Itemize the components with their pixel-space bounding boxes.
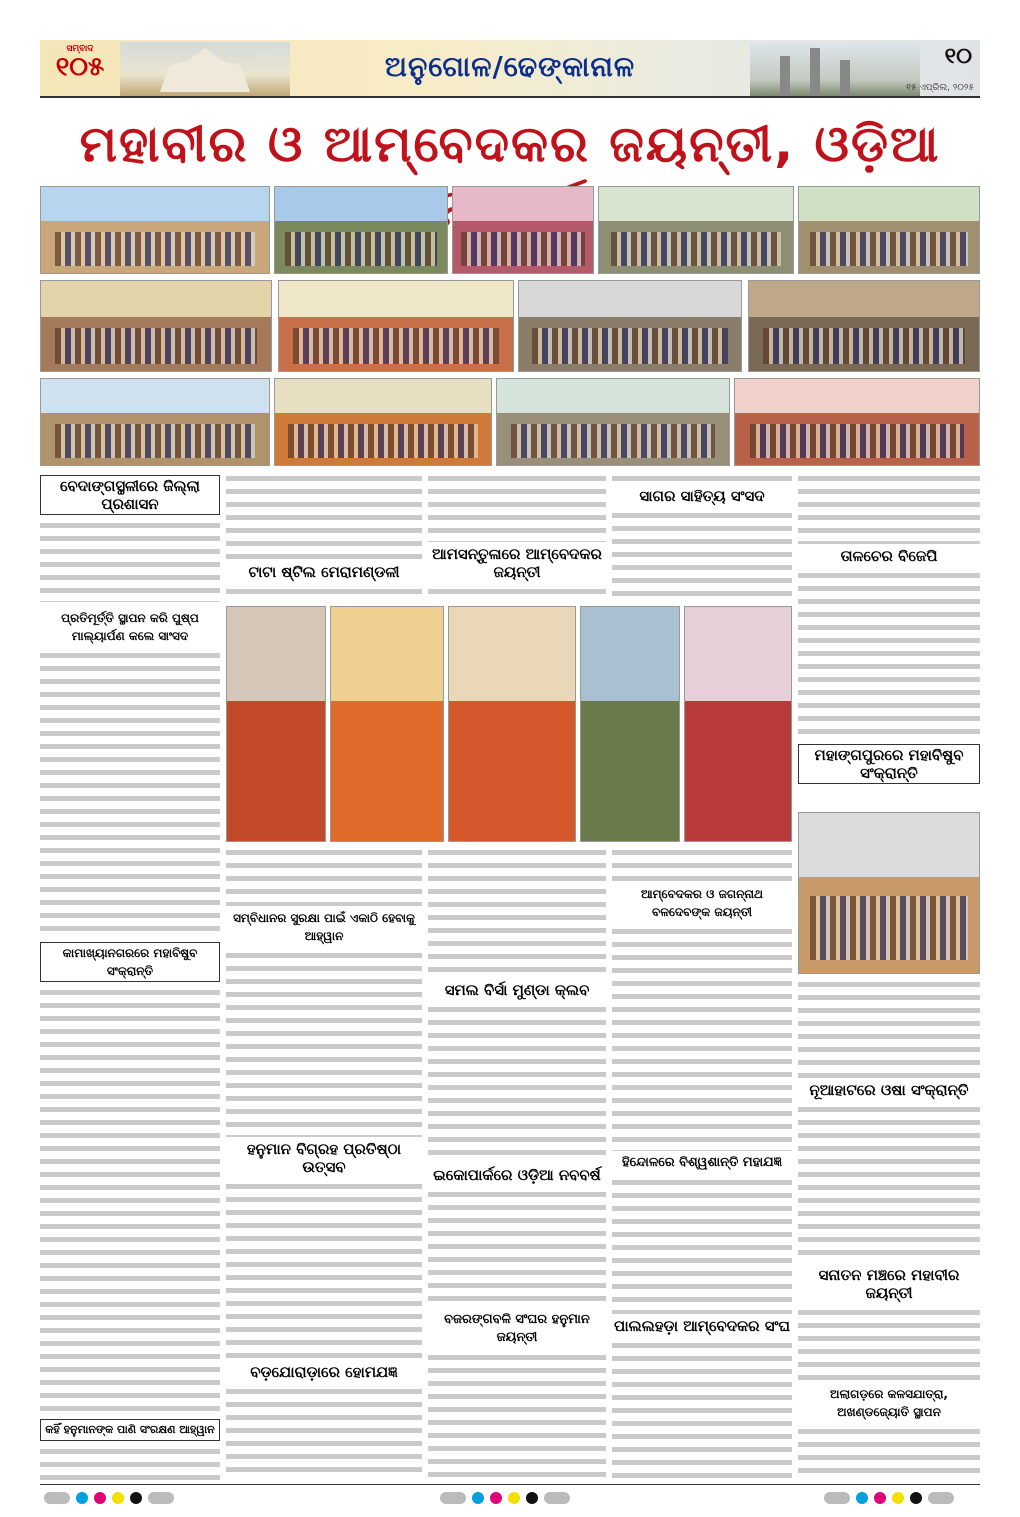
article-heading: ଆମ୍ବେଦକର ଓ ଜଗନ୍ନାଥ ବଳଦେବଙ୍କ ଜୟନ୍ତୀ xyxy=(640,887,764,919)
anniversary-badge: ୧୦୫ xyxy=(55,52,105,82)
article-heading: ହିନ୍ଦୋଳରେ ବିଶ୍ୱଶାନ୍ତି ମହାଯଜ୍ଞ xyxy=(622,1155,782,1170)
main-headline: ମହାବୀର ଓ ଆମ୍ବେଦକର ଜୟନ୍ତୀ, ଓଡ଼ିଆ xyxy=(79,115,941,173)
article-body xyxy=(798,978,980,1078)
article-body xyxy=(428,1351,606,1480)
article-column-1 xyxy=(40,472,220,602)
article-heading: ଅଲାଗଡ଼ରେ କଳସଯାତ୍ରା, ଅଖଣ୍ଡଜ୍ୟୋତି ସ୍ଥାପନ xyxy=(830,1387,948,1419)
article-body xyxy=(428,1003,606,1163)
article-heading: ହନୁମାନ ବିଗ୍ରହ ପ୍ରତିଷ୍ଠା ଉତ୍ସବ xyxy=(246,1140,402,1176)
article-heading: ପ୍ରତିମୂର୍ତ୍ତି ସ୍ଥାପନ କରି ପୁଷ୍ପ ମାଲ୍ୟାର୍ପଣ କଲେ ସାଂସଦ xyxy=(61,611,199,643)
article-heading: ନୂଆହାଟରେ ଓଷା ସଂକ୍ରାନ୍ତି xyxy=(809,1081,969,1099)
photo-collector-speech xyxy=(40,186,270,274)
article-heading: ତାଳଚେର ବିଜେପି xyxy=(840,547,938,565)
article-body xyxy=(428,846,606,978)
article-column-left xyxy=(40,606,220,1480)
photo-hanuman-idol-2 xyxy=(330,606,444,842)
photo-shrine-crowd xyxy=(734,378,980,466)
photo-statue-garland xyxy=(274,186,448,274)
publication-name: ସମ୍ବାଦ xyxy=(66,44,94,54)
divider xyxy=(40,1484,980,1485)
article-column-3 xyxy=(428,472,606,602)
print-registration-bar xyxy=(0,1488,1020,1508)
article-body xyxy=(798,569,980,741)
photo-street-gathering xyxy=(496,378,730,466)
article-heading: ସମଲ ବିର୍ସା ମୁଣ୍ଡା କ୍ଲବ xyxy=(444,981,590,999)
article-heading: ଆମସନ୍ତୁଳାରେ ଆମ୍ବେଦକର ଜୟନ୍ତୀ xyxy=(432,545,602,581)
article-heading: ବଡ଼ଯୋରାଡ଼ାରେ ହୋମଯଜ୍ଞ xyxy=(250,1363,398,1381)
article-heading: ସମ୍ବିଧାନର ସୁରକ୍ଷା ପାଇଁ ଏକାଠି ହେବାକୁ ଆହ୍ୱାନ xyxy=(233,911,415,943)
article-body xyxy=(612,1339,792,1480)
article-body xyxy=(40,519,220,602)
article-body xyxy=(40,986,220,1416)
article-body xyxy=(226,585,422,602)
article-heading: ସାଗର ସାହିତ୍ୟ ସଂସଦ xyxy=(639,487,765,505)
article-body xyxy=(40,649,220,939)
article-column-middle-3 xyxy=(612,846,792,1480)
photo-mahavishuba-sankranti xyxy=(798,812,980,974)
article-body xyxy=(798,1306,980,1382)
article-body xyxy=(226,472,422,560)
issue-date: ୧୫ ଏପ୍ରିଲ, ୨୦୨୫ xyxy=(906,83,974,93)
article-body xyxy=(612,925,792,1151)
article-body xyxy=(226,949,422,1137)
article-column-4 xyxy=(612,472,792,602)
article-body xyxy=(798,1425,980,1480)
photo-hanuman-idol-4 xyxy=(580,606,680,842)
article-heading: ପାଲଲହଡ଼ା ଆମ୍ବେଦକର ସଂଘ xyxy=(614,1317,790,1335)
article-heading: ବଜରଙ୍ଗବଳି ସଂଘର ହନୁମାନ ଜୟନ୍ତୀ xyxy=(444,1312,590,1345)
photo-hanuman-idol-3 xyxy=(448,606,576,842)
photo-portrait-wreath xyxy=(278,280,514,372)
photo-book-release xyxy=(40,378,270,466)
masthead xyxy=(40,40,980,98)
industry-illustration xyxy=(750,42,920,96)
article-column-middle-1 xyxy=(226,846,422,1480)
section-title: ଅନୁଗୋଳ/ଢେଙ୍କାନାଳ xyxy=(384,50,636,83)
article-body xyxy=(798,472,980,544)
article-body xyxy=(612,509,792,602)
article-heading: ବେଦାଙ୍ଗସ୍ଥଳୀରେ ଜିଲ୍ଲା ପ୍ରଶାସନ xyxy=(40,475,220,515)
page-number: ୧୦ xyxy=(944,44,972,69)
article-heading: ସନାତନ ମଞ୍ଚରେ ମହାବୀର ଜୟନ୍ତୀ xyxy=(818,1266,960,1302)
article-column-right xyxy=(798,978,980,1480)
photo-villagers-seated xyxy=(748,280,980,372)
article-body xyxy=(428,1188,606,1308)
article-column-5 xyxy=(798,472,980,802)
article-body xyxy=(612,846,792,882)
article-body xyxy=(798,1103,980,1263)
photo-kids-tribute xyxy=(274,378,492,466)
article-heading: କାମାଖ୍ୟାନଗରରେ ମହାବିଷୁବ ସଂକ୍ରାନ୍ତି xyxy=(40,942,220,982)
article-body xyxy=(226,846,422,906)
photo-memorial-gathering xyxy=(598,186,794,274)
photo-school-assembly xyxy=(518,280,742,372)
article-heading: କହିଁ ହନୁମାନଙ୍କ ପାଣି ସଂରକ୍ଷଣ ଆହ୍ୱାନ xyxy=(40,1419,220,1441)
article-body xyxy=(612,472,792,484)
article-body xyxy=(226,1180,422,1360)
photo-plant-ceremony xyxy=(452,186,594,274)
photo-hanuman-idol-1 xyxy=(226,606,326,842)
article-column-2 xyxy=(226,472,422,602)
article-body xyxy=(428,585,606,602)
article-body xyxy=(40,1445,220,1480)
article-body xyxy=(612,1176,792,1314)
photo-group-outdoor xyxy=(798,186,980,274)
article-heading: ମହାଙ୍ଗପୁରରେ ମହାବିଷୁବ ସଂକ୍ରାନ୍ତି xyxy=(798,744,980,784)
article-heading: ଇକୋପାର୍କରେ ଓଡ଼ିଆ ନବବର୍ଷ xyxy=(433,1166,601,1184)
photo-garland-tribute xyxy=(40,280,272,372)
article-body xyxy=(226,1385,422,1480)
article-heading: ଟାଟା ଷ୍ଟିଲ ମେରାମଣ୍ଡଳୀ xyxy=(248,563,400,581)
article-column-middle-2 xyxy=(428,846,606,1480)
photo-hanuman-idol-5 xyxy=(684,606,792,842)
article-body xyxy=(428,472,606,542)
